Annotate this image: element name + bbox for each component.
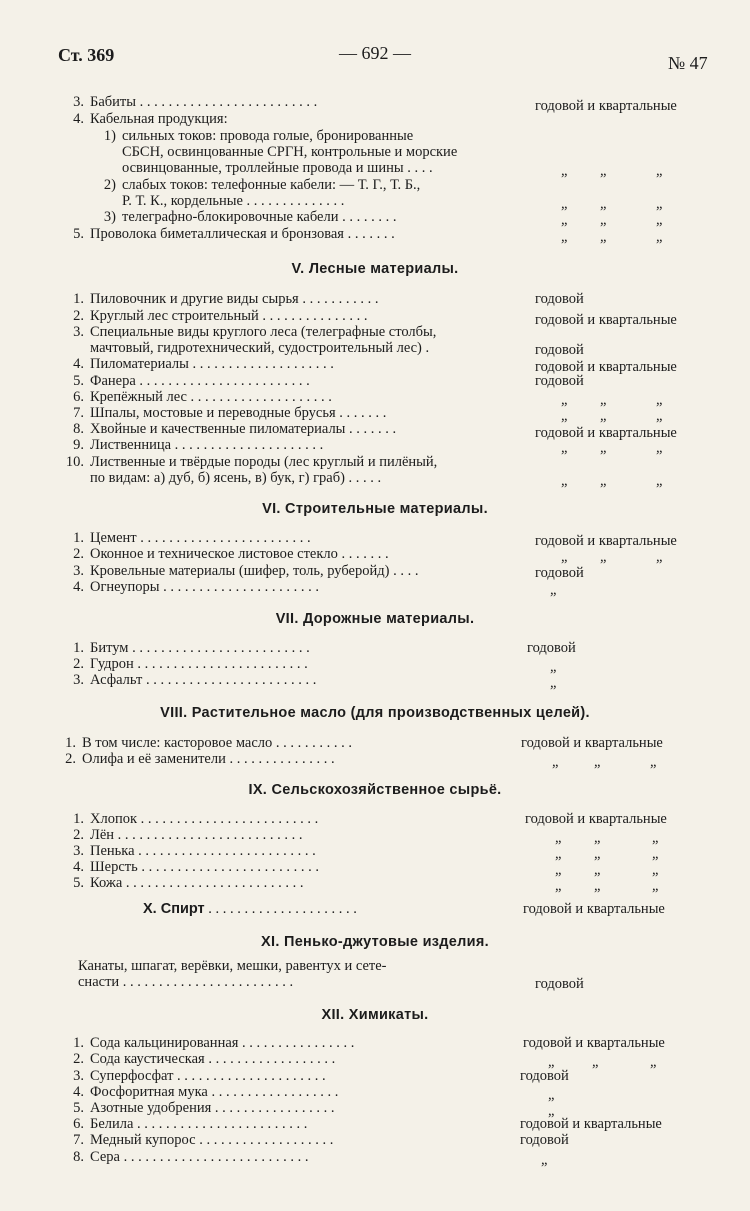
item-number: 3. — [73, 563, 84, 579]
list-item — [58, 545, 389, 563]
item-number: 3. — [73, 94, 84, 110]
item-text: Пиломатериалы . . . . . . . . . . . . . . . . . . . . — [90, 356, 334, 372]
ditto-mark: „ — [656, 392, 663, 408]
item-text: Пиловочник и другие виды сырья . . . . . . . . . . . — [90, 291, 379, 307]
ditto-mark: „ — [600, 440, 607, 456]
item-text: СБСН, освинцованные СРГН, контрольные и морские — [122, 144, 458, 160]
item-number: 7. — [73, 405, 84, 421]
item-text: Олифа и её заменители . . . . . . . . . . . . . . . — [82, 751, 335, 767]
item-text: Лён . . . . . . . . . . . . . . . . . . . . . . . . . . — [90, 827, 303, 843]
section-heading: V. Лесные материалы. — [291, 261, 459, 277]
ditto-mark: „ — [561, 229, 568, 245]
list-item — [50, 750, 335, 768]
report-frequency: годовой — [527, 640, 576, 656]
item-number: 8. — [73, 421, 84, 437]
item-number: 4. — [73, 579, 84, 595]
ditto-mark: „ — [548, 1087, 555, 1103]
ditto-mark: „ — [561, 163, 568, 179]
item-text: Проволока биметаллическая и бронзовая . . . . . . . — [90, 226, 395, 242]
item-text: Асфальт . . . . . . . . . . . . . . . . . . . . . . . . — [90, 672, 317, 688]
section-heading: VIII. Растительное масло (для производственных целей). — [160, 705, 590, 721]
item-text: Цемент . . . . . . . . . . . . . . . . . . . . . . . . — [90, 530, 311, 546]
item-number: 5. — [73, 373, 84, 389]
ditto-mark: „ — [555, 846, 562, 862]
item-number: 9. — [73, 437, 84, 453]
ditto-mark: „ — [561, 408, 568, 424]
dot-leader: . . . . . . . . . . . . . . . . . . . . . — [204, 901, 357, 917]
item-text: Битум . . . . . . . . . . . . . . . . . . . . . . . . . — [90, 640, 310, 656]
item-text: Фосфоритная мука . . . . . . . . . . . . . . . . . . — [90, 1084, 339, 1100]
list-item — [58, 578, 319, 596]
item-number: 1) — [103, 128, 116, 144]
ditto-mark: „ — [650, 1054, 657, 1070]
report-frequency: годовой — [520, 1132, 569, 1148]
report-frequency: годовой и квартальные — [535, 533, 677, 549]
item-text: слабых токов: телефонные кабели: — Т. Г., Т. Б., — [122, 177, 421, 193]
ditto-mark: „ — [594, 862, 601, 878]
item-text: Кожа . . . . . . . . . . . . . . . . . . . . . . . . . — [90, 875, 304, 891]
report-frequency: годовой и квартальные — [535, 359, 677, 375]
ditto-mark: „ — [652, 862, 659, 878]
item-number: 6. — [73, 1116, 84, 1132]
report-frequency: годовой и квартальные — [535, 98, 677, 114]
ditto-mark: „ — [550, 659, 557, 675]
item-text: сильных токов: провода голые, бронированные — [122, 128, 414, 144]
item-text: Пенька . . . . . . . . . . . . . . . . . . . . . . . . . — [90, 843, 316, 859]
ditto-mark: „ — [600, 408, 607, 424]
item-number: 8. — [73, 1149, 84, 1165]
item-text: телеграфно-блокировочные кабели . . . . . . . . — [122, 209, 397, 225]
ditto-mark: „ — [600, 229, 607, 245]
ditto-mark: „ — [555, 862, 562, 878]
report-frequency: годовой и квартальные — [523, 901, 665, 917]
item-text: Кабельная продукция: — [90, 111, 228, 127]
ditto-mark: „ — [594, 754, 601, 770]
ditto-mark: „ — [555, 878, 562, 894]
item-text: Медный купорос . . . . . . . . . . . . . . . . . . . — [90, 1132, 334, 1148]
ditto-mark: „ — [656, 408, 663, 424]
ditto-mark: „ — [561, 549, 568, 565]
ditto-mark: „ — [600, 212, 607, 228]
ditto-mark: „ — [652, 846, 659, 862]
item-text: Канаты, шпагат, верёвки, мешки, равентух и сете- — [78, 958, 387, 974]
list-item — [78, 973, 293, 991]
list-item — [58, 469, 381, 487]
item-number: 1. — [73, 640, 84, 656]
report-frequency: годовой и квартальные — [523, 1035, 665, 1051]
section-heading: IX. Сельскохозяйственное сырьё. — [248, 782, 502, 798]
item-text: освинцованные, троллейные провода и шины . . . . — [122, 160, 433, 176]
item-text: Шерсть . . . . . . . . . . . . . . . . . . . . . . . . . — [90, 859, 319, 875]
ditto-mark: „ — [600, 549, 607, 565]
ditto-mark: „ — [656, 196, 663, 212]
item-text: мачтовый, гидротехнический, судостроительный лес) . — [90, 340, 430, 356]
ditto-mark: „ — [592, 1054, 599, 1070]
list-item — [58, 110, 228, 128]
ditto-mark: „ — [552, 754, 559, 770]
item-text: Специальные виды круглого леса (телеграфные столбы, — [90, 324, 437, 340]
item-number: 3) — [103, 209, 116, 225]
list-item — [90, 208, 396, 226]
list-item — [143, 900, 357, 918]
item-number: 10. — [65, 454, 84, 470]
section-heading: XII. Химикаты. — [321, 1007, 429, 1023]
report-frequency: годовой — [535, 565, 584, 581]
item-text: Суперфосфат . . . . . . . . . . . . . . . . . . . . . — [90, 1068, 326, 1084]
ditto-mark: „ — [594, 830, 601, 846]
ditto-mark: „ — [550, 675, 557, 691]
item-text: Огнеупоры . . . . . . . . . . . . . . . . . . . . . . — [90, 579, 320, 595]
ditto-mark: „ — [600, 163, 607, 179]
item-number: 2. — [73, 656, 84, 672]
item-text: Азотные удобрения . . . . . . . . . . . . . . . . . — [90, 1100, 335, 1116]
ditto-mark: „ — [548, 1054, 555, 1070]
section-heading: VI. Строительные материалы. — [262, 501, 488, 517]
ditto-mark: „ — [600, 392, 607, 408]
item-number: 2. — [73, 308, 84, 324]
ditto-mark: „ — [594, 846, 601, 862]
item-number: 4. — [73, 859, 84, 875]
report-frequency: годовой — [535, 291, 584, 307]
report-frequency: годовой — [520, 1068, 569, 1084]
item-number: 4. — [73, 356, 84, 372]
ditto-mark: „ — [561, 392, 568, 408]
item-text: Фанера . . . . . . . . . . . . . . . . . . . . . . . . — [90, 373, 310, 389]
item-number: 5. — [73, 226, 84, 242]
ditto-mark: „ — [650, 754, 657, 770]
item-number: 2. — [73, 1051, 84, 1067]
item-number: 4. — [73, 111, 84, 127]
item-text: Лиственница . . . . . . . . . . . . . . . . . . . . . — [90, 437, 324, 453]
ditto-mark: „ — [561, 473, 568, 489]
item-text: В том числе: касторовое масло . . . . . . . . . . . — [82, 735, 353, 751]
section-heading: X. Спирт — [143, 901, 205, 917]
item-text: Крепёжный лес . . . . . . . . . . . . . . . . . . . . — [90, 389, 332, 405]
list-item — [58, 1050, 335, 1068]
ditto-mark: „ — [656, 473, 663, 489]
ditto-mark: „ — [656, 440, 663, 456]
ditto-mark: „ — [656, 212, 663, 228]
section-heading: XI. Пенько-джутовые изделия. — [261, 934, 489, 950]
item-text: Сода кальцинированная . . . . . . . . . . . . . . . . — [90, 1035, 355, 1051]
list-item — [58, 671, 316, 689]
item-text: Лиственные и твёрдые породы (лес круглый и пилёный, — [90, 454, 438, 470]
list-item — [58, 436, 323, 454]
item-number: 2) — [103, 177, 116, 193]
report-frequency: годовой и квартальные — [520, 1116, 662, 1132]
item-text: Гудрон . . . . . . . . . . . . . . . . . . . . . . . . — [90, 656, 308, 672]
report-frequency: годовой — [535, 373, 584, 389]
item-text: Хвойные и качественные пиломатериалы . . . . . . . — [90, 421, 397, 437]
ditto-mark: „ — [594, 878, 601, 894]
list-item — [90, 159, 433, 177]
ditto-mark: „ — [652, 830, 659, 846]
ditto-mark: „ — [555, 830, 562, 846]
page-number: — 692 — — [339, 43, 411, 63]
ditto-mark: „ — [561, 440, 568, 456]
item-number: 1. — [73, 1035, 84, 1051]
item-number: 1. — [65, 735, 76, 751]
item-text: Бабиты . . . . . . . . . . . . . . . . . . . . . . . . . — [90, 94, 318, 110]
list-item — [58, 1148, 308, 1166]
report-frequency: годовой — [535, 342, 584, 358]
ditto-mark: „ — [550, 582, 557, 598]
item-text: снасти . . . . . . . . . . . . . . . . . . . . . . . . — [78, 974, 294, 990]
item-number: 3. — [73, 1068, 84, 1084]
item-number: 5. — [73, 875, 84, 891]
report-frequency: годовой и квартальные — [521, 735, 663, 751]
item-text: Шпалы, мостовые и переводные брусья . . . . . . . — [90, 405, 387, 421]
list-item — [58, 1131, 333, 1149]
item-number: 6. — [73, 389, 84, 405]
list-item — [58, 355, 334, 373]
item-number: 2. — [73, 546, 84, 562]
report-frequency: годовой и квартальные — [535, 312, 677, 328]
ditto-mark: „ — [656, 163, 663, 179]
item-number: 3. — [73, 843, 84, 859]
ditto-mark: „ — [656, 549, 663, 565]
item-number: 2. — [65, 751, 76, 767]
item-text: Сода каустическая . . . . . . . . . . . . . . . . . . — [90, 1051, 336, 1067]
item-text: Круглый лес строительный . . . . . . . . . . . . . . . — [90, 308, 368, 324]
item-number: 3. — [73, 672, 84, 688]
item-text: Сера . . . . . . . . . . . . . . . . . . . . . . . . . . — [90, 1149, 309, 1165]
ditto-mark: „ — [561, 196, 568, 212]
ditto-mark: „ — [541, 1152, 548, 1168]
item-number: 7. — [73, 1132, 84, 1148]
item-number: 4. — [73, 1084, 84, 1100]
report-frequency: годовой — [535, 976, 584, 992]
report-frequency: годовой и квартальные — [535, 425, 677, 441]
ditto-mark: „ — [561, 212, 568, 228]
ditto-mark: „ — [652, 878, 659, 894]
ditto-mark: „ — [548, 1103, 555, 1119]
page-header-left: Ст. 369 — [58, 45, 115, 65]
list-item — [58, 874, 304, 892]
section-heading: VII. Дорожные материалы. — [275, 611, 475, 627]
ditto-mark: „ — [600, 473, 607, 489]
item-number: 2. — [73, 827, 84, 843]
item-text: Белила . . . . . . . . . . . . . . . . . . . . . . . . — [90, 1116, 308, 1132]
item-text: по видам: а) дуб, б) ясень, в) бук, г) граб) . . . . . — [90, 470, 382, 486]
page-header-right: № 47 — [668, 53, 708, 73]
item-number: 1. — [73, 291, 84, 307]
item-text: Хлопок . . . . . . . . . . . . . . . . . . . . . . . . . — [90, 811, 319, 827]
report-frequency: годовой и квартальные — [525, 811, 667, 827]
list-item — [58, 93, 317, 111]
list-item — [58, 290, 378, 308]
ditto-mark: „ — [656, 229, 663, 245]
item-number: 1. — [73, 811, 84, 827]
list-item — [58, 225, 395, 243]
item-number: 3. — [73, 324, 84, 340]
item-number: 1. — [73, 530, 84, 546]
item-text: Р. Т. К., кордельные . . . . . . . . . . . . . . — [122, 193, 345, 209]
item-number: 5. — [73, 1100, 84, 1116]
item-text: Кровельные материалы (шифер, толь, руберойд) . . . . — [90, 563, 419, 579]
item-text: Оконное и техническое листовое стекло . . . . . . . — [90, 546, 389, 562]
ditto-mark: „ — [600, 196, 607, 212]
